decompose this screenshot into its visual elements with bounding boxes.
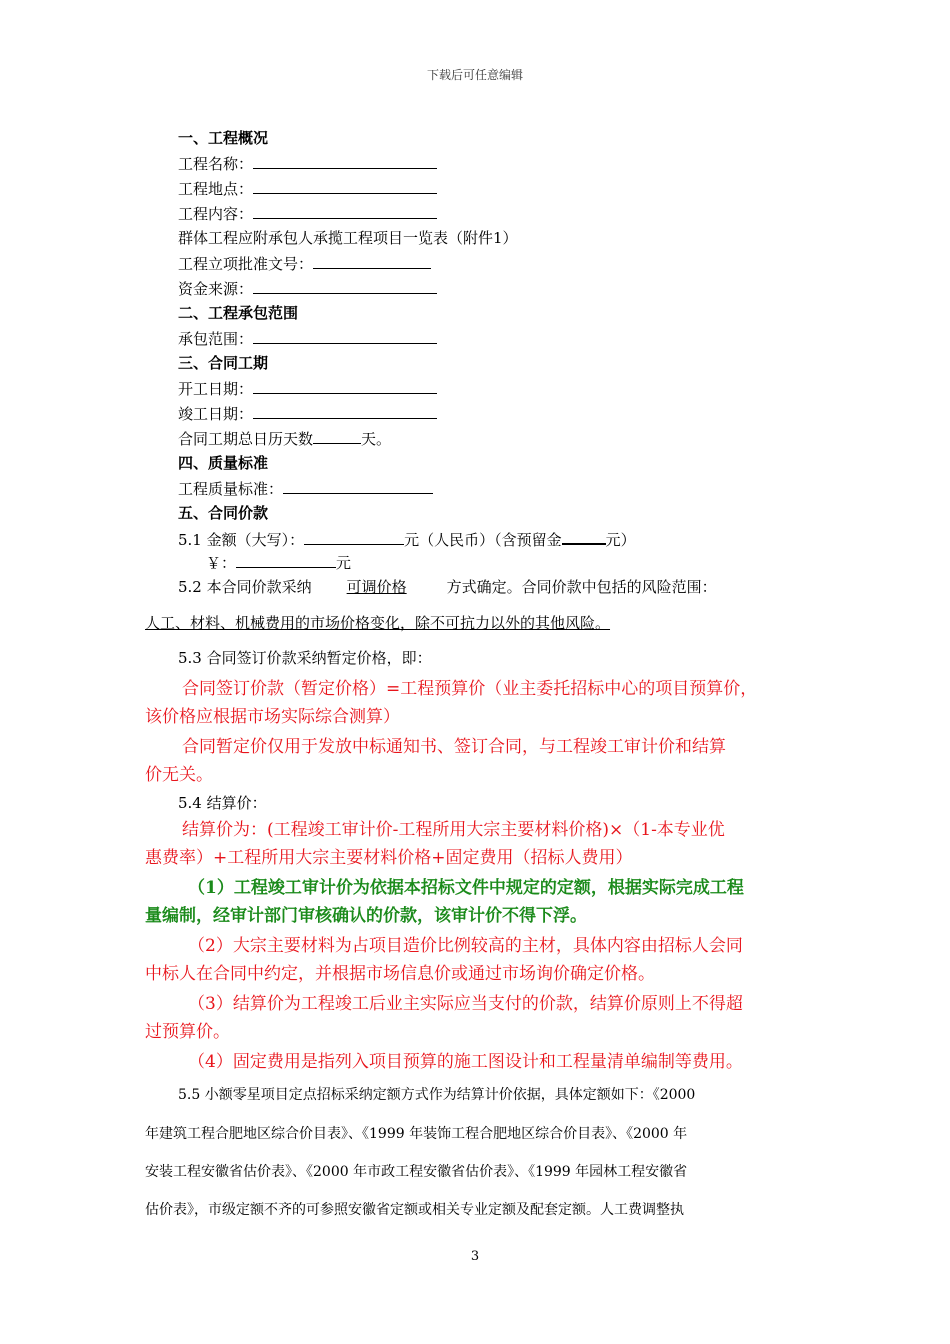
field-suffix: 元） bbox=[605, 531, 636, 549]
section-title-price: 五、合同价款 bbox=[178, 504, 269, 522]
field-label: ￥： bbox=[206, 554, 237, 572]
blank-line bbox=[236, 552, 336, 568]
section-title-duration: 三、合同工期 bbox=[178, 354, 269, 372]
field-suffix: 元 bbox=[336, 554, 352, 572]
blank-line bbox=[304, 529, 404, 545]
field-label: 开工日期： bbox=[178, 380, 254, 398]
field-amount-yen bbox=[206, 552, 351, 573]
field-project-name bbox=[178, 153, 437, 174]
group-project-note: 群体工程应附承包人承揽工程项目一览表（附件1） bbox=[178, 229, 518, 247]
red-paragraph-line: （3）结算价为工程竣工后业主实际应当支付的价款，结算价原则上不得超 bbox=[188, 994, 743, 1014]
field-fund-source bbox=[178, 278, 437, 299]
paragraph-5-4: 5.4 结算价： bbox=[178, 794, 267, 812]
paragraph-5-5-line: 5.5 小额零星项目定点招标采纳定额方式作为结算计价依据，具体定额如下：《2000 bbox=[178, 1087, 696, 1103]
page-header: 下载后可任意编辑 bbox=[426, 68, 523, 82]
blank-line bbox=[283, 478, 433, 494]
blank-line bbox=[313, 253, 431, 269]
red-paragraph-line: （4）固定费用是指列入项目预算的施工图设计和工程量清单编制等费用。 bbox=[188, 1052, 743, 1072]
paragraph-5-5-line: 估价表》，市级定额不齐的可参照安徽省定额或相关专业定额及配套定额。人工费调整执 bbox=[145, 1202, 684, 1218]
section-title-overview: 一、工程概况 bbox=[178, 129, 269, 147]
paragraph-5-2 bbox=[178, 577, 717, 597]
risk-scope-text: 人工、材料、机械费用的市场价格变化，除不可抗力以外的其他风险。 bbox=[145, 614, 611, 632]
field-label: 竣工日期： bbox=[178, 405, 254, 423]
field-label: 工程地点： bbox=[178, 180, 254, 198]
red-paragraph-line: 合同暂定价仅用于发放中标通知书、签订合同，与工程竣工审计价和结算 bbox=[182, 737, 726, 757]
field-amount bbox=[178, 528, 636, 550]
field-project-location bbox=[178, 178, 437, 199]
green-paragraph-line: （1）工程竣工审计价为依据本招标文件中规定的定额，根据实际完成工程 bbox=[188, 878, 744, 898]
field-label: 资金来源： bbox=[178, 280, 254, 298]
text-span: 5.2 本合同价款采纳 bbox=[178, 578, 312, 596]
blank-line bbox=[253, 403, 437, 419]
field-end-date bbox=[178, 403, 437, 424]
section-title-scope: 二、工程承包范围 bbox=[178, 304, 299, 322]
field-label: 工程立项批准文号： bbox=[178, 255, 314, 273]
field-contract-scope bbox=[178, 328, 437, 349]
field-label: 工程质量标准： bbox=[178, 480, 284, 498]
red-paragraph-line: 该价格应根据市场实际综合测算） bbox=[145, 707, 400, 727]
blank-line bbox=[253, 378, 437, 394]
red-paragraph-line: 结算价为：(工程竣工审计价-工程所用大宗主要材料价格)×（1-本专业优 bbox=[182, 820, 725, 840]
paragraph-5-5-line: 年建筑工程合肥地区综合价目表》、《1999 年装饰工程合肥地区综合价目表》、《2000 年 bbox=[145, 1126, 688, 1142]
field-suffix: 天。 bbox=[361, 430, 392, 448]
field-label: 合同工期总日历天数 bbox=[178, 430, 314, 448]
red-paragraph-line: 合同签订价款（暂定价格）=工程预算价（业主委托招标中心的项目预算价， bbox=[182, 679, 758, 699]
blank-line bbox=[253, 153, 437, 169]
blank-line bbox=[253, 203, 437, 219]
field-total-days bbox=[178, 428, 391, 449]
field-label: 承包范围： bbox=[178, 330, 254, 348]
field-start-date bbox=[178, 378, 437, 399]
pricing-method: 可调价格 bbox=[346, 578, 407, 596]
blank-line bbox=[313, 428, 361, 444]
blank-line bbox=[253, 278, 437, 294]
text-span: 方式确定。合同价款中包括的风险范围： bbox=[446, 578, 717, 596]
field-quality-standard bbox=[178, 478, 433, 499]
red-paragraph-line: 价无关。 bbox=[145, 765, 213, 785]
paragraph-5-3: 5.3 合同签订价款采纳暂定价格，即： bbox=[178, 649, 432, 667]
red-paragraph-line: 中标人在合同中约定，并根据市场信息价或通过市场询价确定价格。 bbox=[145, 964, 655, 984]
green-paragraph-line: 量编制，经审计部门审核确认的价款，该审计价不得下浮。 bbox=[145, 906, 587, 926]
field-project-content bbox=[178, 203, 437, 224]
paragraph-5-5-line: 安装工程安徽省估价表》、《2000 年市政工程安徽省估价表》、《1999 年园林工程安徽省 bbox=[145, 1164, 688, 1180]
page-number: 3 bbox=[470, 1249, 480, 1264]
red-paragraph-line: （2）大宗主要材料为占项目造价比例较高的主材，具体内容由招标人会同 bbox=[188, 936, 743, 956]
section-title-quality: 四、质量标准 bbox=[178, 454, 269, 472]
field-text: 元（人民币）（含预留金 bbox=[404, 531, 562, 549]
field-label: 工程名称： bbox=[178, 155, 254, 173]
blank-line bbox=[562, 528, 606, 545]
red-paragraph-line: 过预算价。 bbox=[145, 1022, 230, 1042]
blank-line bbox=[253, 178, 437, 194]
field-approval-number bbox=[178, 253, 431, 274]
field-label: 5.1 金额（大写）： bbox=[178, 531, 305, 549]
blank-line bbox=[253, 328, 437, 344]
field-label: 工程内容： bbox=[178, 205, 254, 223]
red-paragraph-line: 惠费率）+工程所用大宗主要材料价格+固定费用（招标人费用） bbox=[145, 848, 633, 868]
